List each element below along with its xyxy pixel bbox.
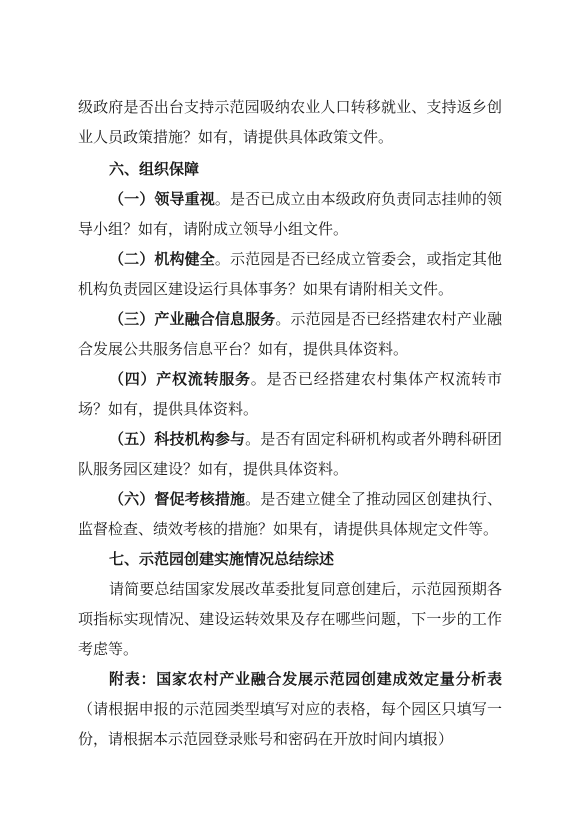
paragraph-text: 。是否有固定科研机构或者外聘科研团 [245, 430, 502, 448]
paragraph-line: 机构负责园区建设运行具体事务？如果有请附相关文件。 [78, 280, 454, 298]
subsection-lead: （五）科技机构参与 [109, 430, 246, 448]
paragraph-line [78, 484, 502, 514]
subsection-lead: （二）机构健全 [109, 250, 215, 268]
subsection-lead: （四）产权流转服务 [109, 370, 251, 388]
paragraph-text: 。示范园是否已经成立管委会，或指定其他 [214, 250, 502, 268]
subsection-lead: （六）督促考核措施 [109, 490, 246, 508]
paragraph-line: 考虑等。 [78, 640, 139, 658]
paragraph-text: 。是否已经搭建农村集体产权流转市 [250, 370, 502, 388]
paragraph-line: 请简要总结国家发展改革委批复同意创建后，示范园预期各 [109, 580, 502, 598]
paragraph-line: 业人员政策措施？如有，请提供具体政策文件。 [78, 128, 394, 146]
paragraph-line: （请根据申报的示范园类型填写对应的表格，每个园区只填写一 [78, 700, 502, 718]
paragraph-line: 合发展公共服务信息平台？如有，提供具体资料。 [78, 340, 409, 358]
subsection-lead: （三）产业融合信息服务 [109, 310, 276, 328]
paragraph-line: 场？如有，提供具体资料。 [78, 400, 259, 418]
document-body [78, 92, 502, 754]
paragraph-line: 项指标实现情况、建设运转效果及存在哪些问题，下一步的工作 [78, 610, 502, 628]
section-heading-6: 六、组织保障 [109, 160, 200, 178]
paragraph-line [78, 244, 502, 274]
paragraph-text: 。是否建立健全了推动园区创建执行、 [245, 490, 502, 508]
subsection-lead: （一）领导重视 [109, 190, 215, 208]
paragraph-text: 。示范园是否已经搭建农村产业融 [275, 310, 502, 328]
paragraph-line: 监督检查、绩效考核的措施？如果有，请提供具体规定文件等。 [78, 520, 499, 538]
attachment-title: 附表：国家农村产业融合发展示范园创建成效定量分析表 [109, 670, 502, 688]
paragraph-line [78, 304, 502, 334]
paragraph-line [78, 424, 502, 454]
paragraph-line: 导小组？如有，请附成立领导小组文件。 [78, 220, 349, 238]
paragraph-line: 队服务园区建设？如有，提供具体资料。 [78, 460, 349, 478]
paragraph-line: 份，请根据本示范园登录账号和密码在开放时间内填报） [78, 730, 454, 748]
paragraph-line: 级政府是否出台支持示范园吸纳农业人口转移就业、支持返乡创 [78, 98, 502, 116]
paragraph-line [78, 184, 502, 214]
paragraph-text: 。是否已成立由本级政府负责同志挂帅的领 [214, 190, 502, 208]
paragraph-line [78, 364, 502, 394]
section-heading-7: 七、示范园创建实施情况总结综述 [109, 550, 335, 568]
